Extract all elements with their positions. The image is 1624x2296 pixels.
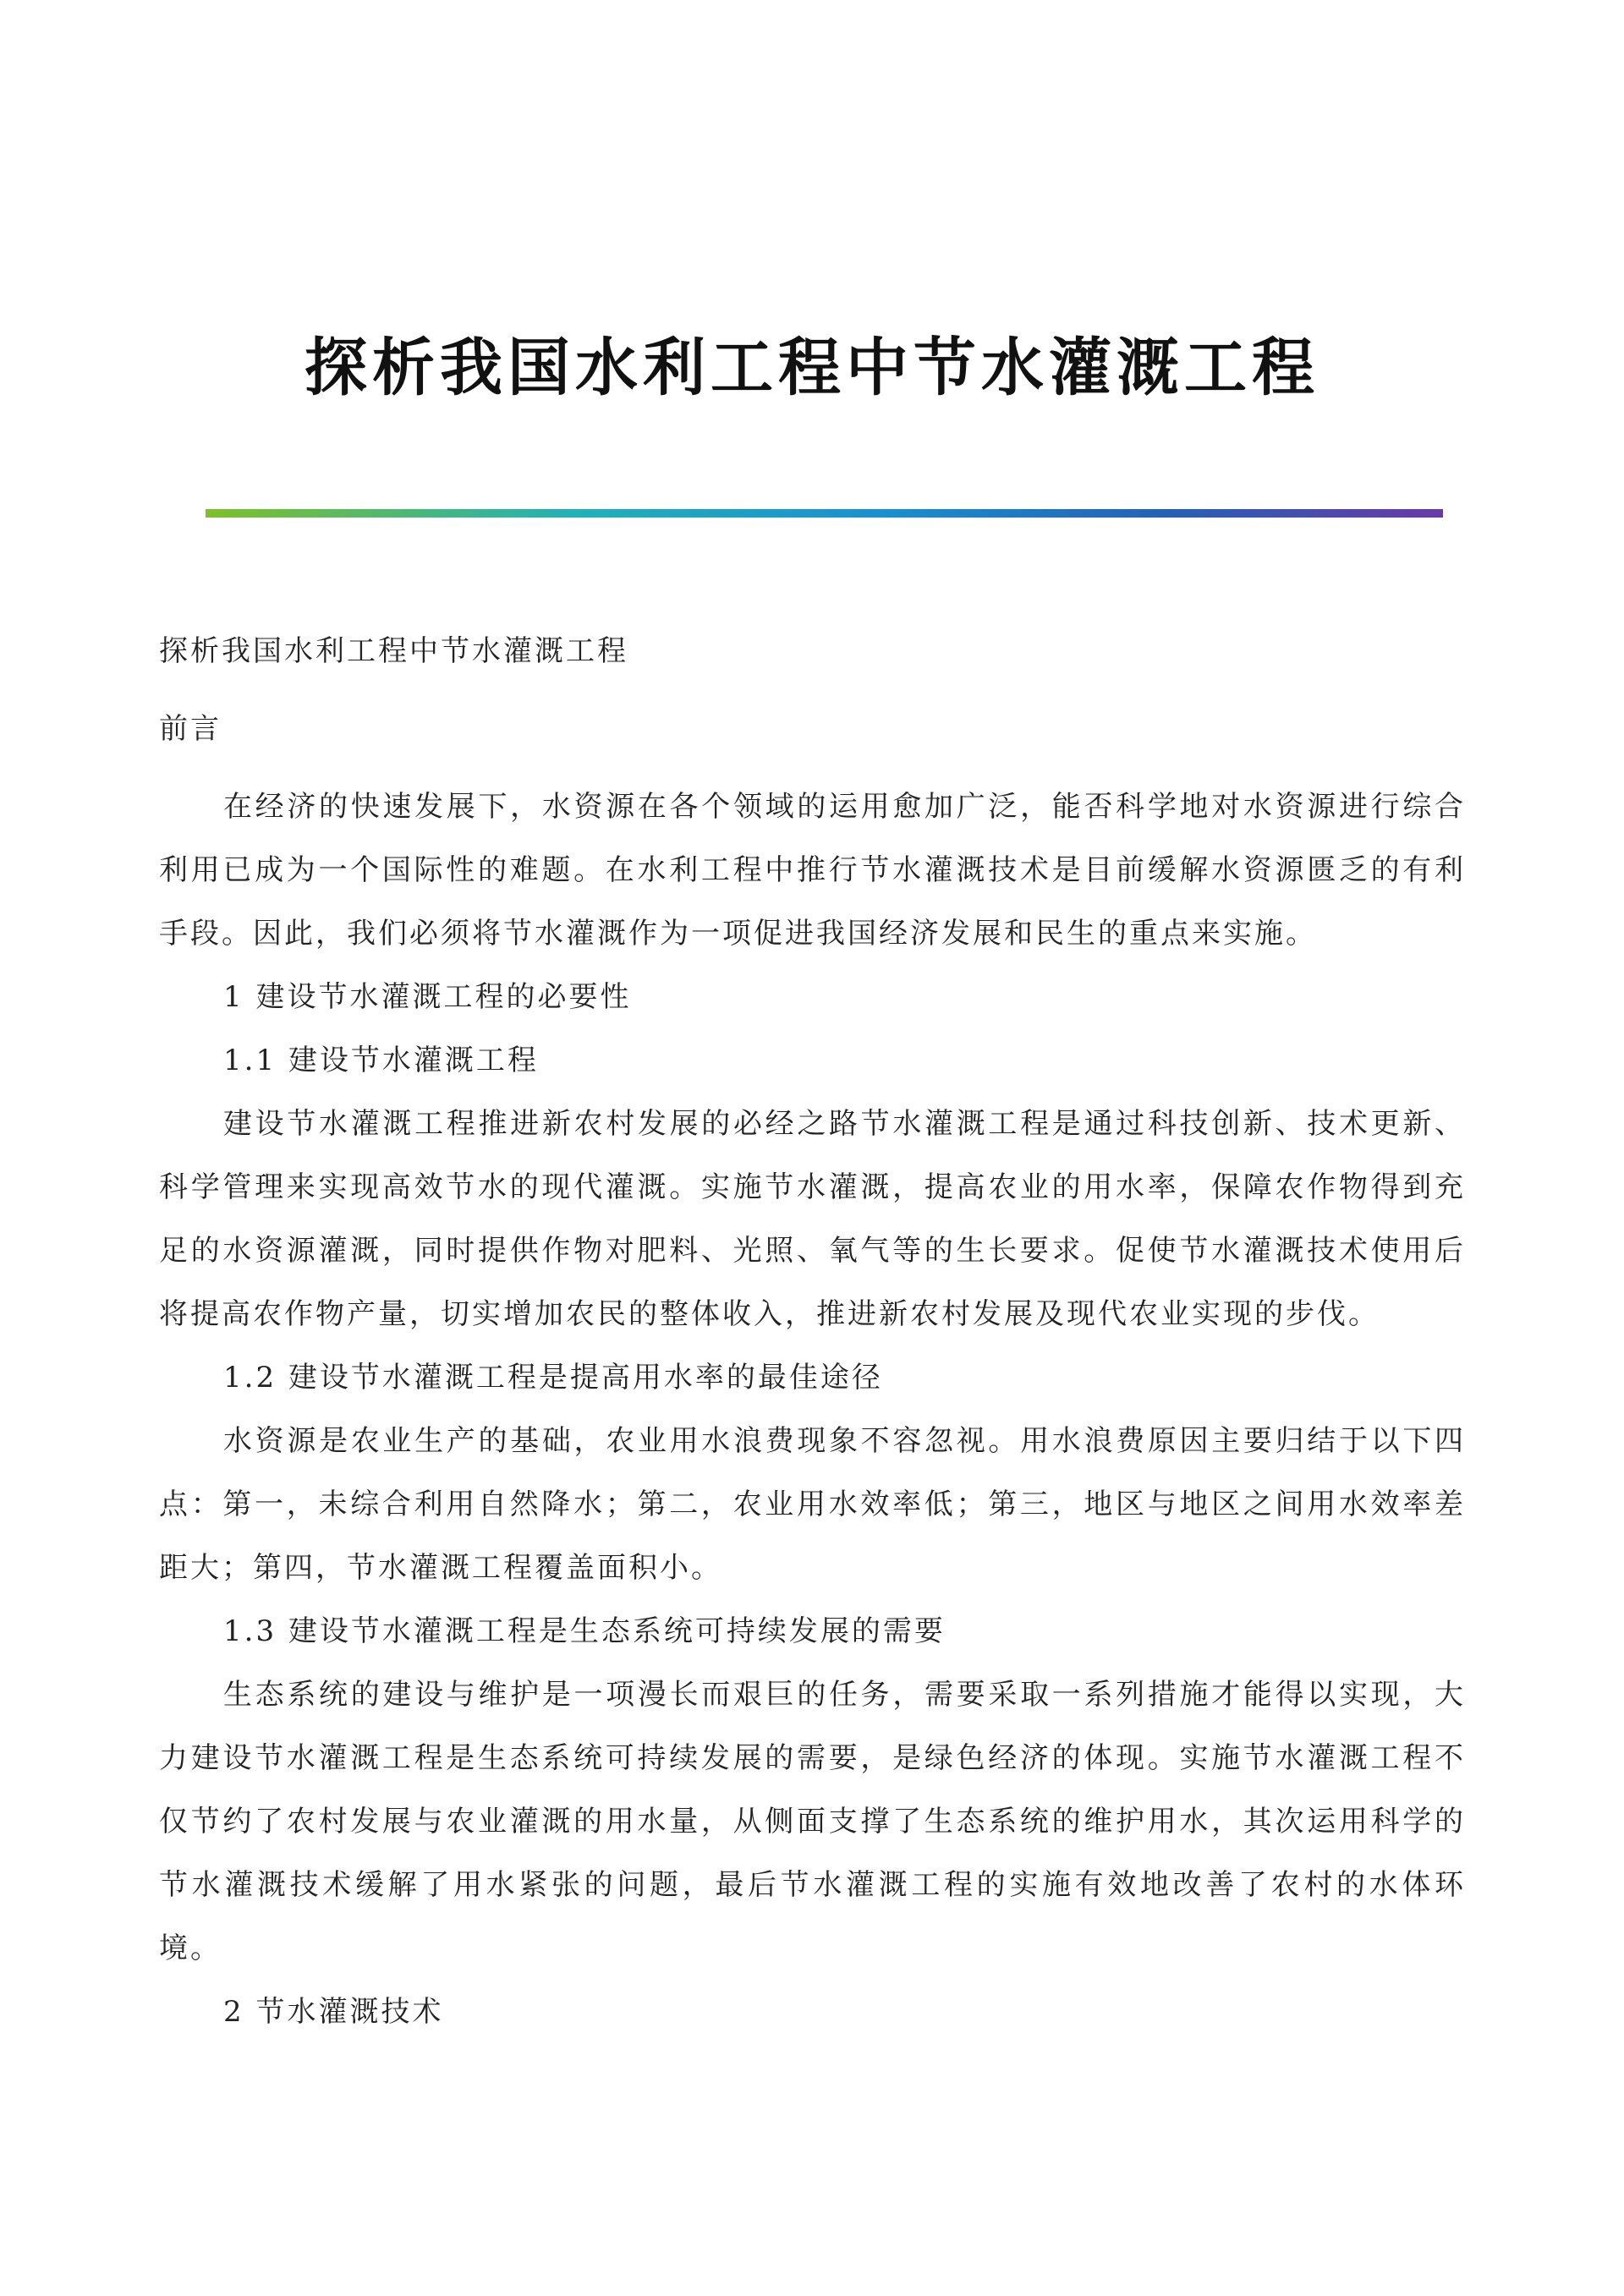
paragraph: 建设节水灌溉工程推进新农村发展的必经之路节水灌溉工程是通过科技创新、技术更新、科学管理来实现高效节水的现代灌溉。实施节水灌溉，提高农业的用水率，保障农作物得到充足的水资源灌溉，同时提供作物对肥料、光照、氧气等的生长要求。促使节水灌溉技术使用后将提高农作物产量，切实增加农民的整体收入，推进新农村发展及现代农业实现的步伐。 bbox=[159, 1107, 1466, 1331]
subsection-heading: 1.2 建设节水灌溉工程是提高用水率的最佳途径 bbox=[223, 1361, 883, 1395]
document-subtitle: 探析我国水利工程中节水灌溉工程 bbox=[159, 634, 628, 668]
subsection-heading: 1.1 建设节水灌溉工程 bbox=[223, 1044, 539, 1077]
subsection-heading: 1.3 建设节水灌溉工程是生态系统可持续发展的需要 bbox=[223, 1614, 946, 1648]
section-heading: 1 建设节水灌溉工程的必要性 bbox=[223, 980, 632, 1014]
page-title: 探析我国水利工程中节水灌溉工程 bbox=[304, 332, 1320, 404]
section-heading: 2 节水灌溉技术 bbox=[223, 1995, 444, 2029]
paragraph: 水资源是农业生产的基础，农业用水浪费现象不容忽视。用水浪费原因主要归结于以下四点：第一，未综合利用自然降水；第二，农业用水效率低；第三，地区与地区之间用水效率差距大；第四，节水灌溉工程覆盖面积小。 bbox=[159, 1424, 1466, 1585]
title-divider bbox=[206, 509, 1443, 518]
document-body bbox=[159, 620, 1466, 2044]
paragraph: 生态系统的建设与维护是一项漫长而艰巨的任务，需要采取一系列措施才能得以实现，大力建设节水灌溉工程是生态系统可持续发展的需要，是绿色经济的体现。实施节水灌溉工程不仅节约了农村发展与农业灌溉的用水量，从侧面支撑了生态系统的维护用水，其次运用科学的节水灌溉技术缓解了用水紧张的问题，最后节水灌溉工程的实施有效地改善了农村的水体环境。 bbox=[159, 1678, 1466, 1965]
section-heading-preface: 前言 bbox=[159, 712, 222, 746]
paragraph: 在经济的快速发展下，水资源在各个领域的运用愈加广泛，能否科学地对水资源进行综合利用已成为一个国际性的难题。在水利工程中推行节水灌溉技术是目前缓解水资源匮乏的有利手段。因此，我们必须将节水灌溉作为一项促进我国经济发展和民生的重点来实施。 bbox=[159, 790, 1466, 951]
